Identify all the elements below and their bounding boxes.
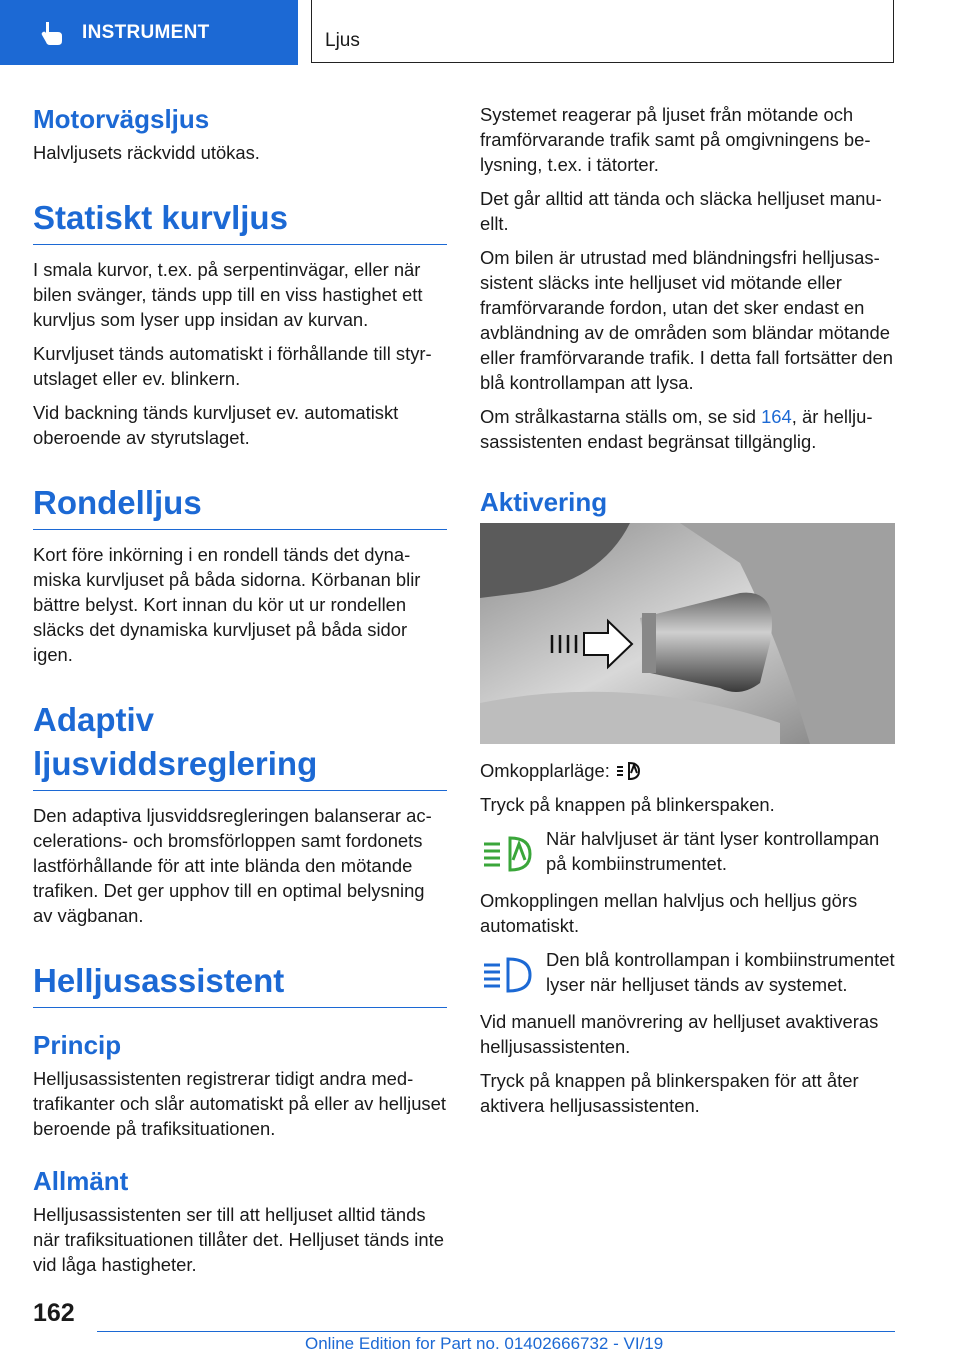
- right-column: [480, 102, 895, 1127]
- paragraph: Kurvljuset tänds automatiskt i förhållande till styrutslaget eller ev. blinkern.: [33, 343, 432, 389]
- paragraph: Tryck på knappen på blinkerspaken.: [480, 794, 775, 815]
- paragraph: Den adaptiva ljusviddsregleringen balanserar accelerations- och bromsförloppen samt fordonets lastförhållande för att inte blända den mötande trafiken. Det ger upphov till en optimal belysning av vägbanan.: [33, 805, 432, 926]
- heading-rondelljus: Rondelljus: [33, 481, 447, 530]
- paragraph: Vid manuell manövrering av helljuset avaktiveras helljusassistenten.: [480, 1011, 879, 1057]
- paragraph: Omkopplarläge:: [480, 758, 895, 783]
- note-green: [480, 826, 895, 876]
- paragraph: Om bilen är utrustad med bländningsfri helljusassistent släcks inte helljuset vid mötande eller framförvarande fordon, utan det sker endast en avbländning av de områden som bländar mötande eller framförvarande trafik. I detta fall fortsätter den blå kontrollampan att lysa.: [480, 247, 893, 393]
- paragraph: Systemet reagerar på ljuset från mötande och framförvarande trafik samt på omgivningens belysning, t.ex. i tätorter.: [480, 104, 871, 175]
- section-tab: [0, 0, 298, 65]
- heading-princip: Princip: [33, 1030, 122, 1060]
- heading-aktivering: Aktivering: [480, 487, 608, 517]
- footer-divider: [97, 1331, 895, 1332]
- paragraph: I smala kurvor, t.ex. på serpentinvägar, eller när bilen svänger, tänds upp till en viss hastighet ett kurvljus som lyser upp insidan av kurvan.: [33, 259, 423, 330]
- paragraph: Om strålkastarna ställs om, se sid 164, är helljusassistenten endast begränsat tillgänglig.: [480, 406, 873, 452]
- paragraph: Helljusassistenten registrerar tidigt andra medtrafikanter och slår automatiskt på eller av helljuset beroende på trafiksituationen.: [33, 1068, 446, 1139]
- heading-motorvagsljus: Motorvägsljus: [33, 104, 210, 134]
- heading-allmant: Allmänt: [33, 1166, 129, 1196]
- page-link[interactable]: 164: [761, 406, 792, 427]
- footer-edition: Online Edition for Part no. 01402666732 - VI/19: [305, 1334, 664, 1353]
- topic-box: [311, 0, 894, 63]
- paragraph: Kort före inkörning i en rondell tänds det dynamiska kurvljuset på båda sidorna. Körbanan blir bättre belyst. Kort innan du kör ut ur rondellen släcks det dynamiska kurvljuset på båda sidor igen.: [33, 544, 421, 665]
- paragraph: Omkopplingen mellan halvljus och helljus görs automatiskt.: [480, 890, 858, 936]
- auto-highbeam-icon: [615, 759, 641, 781]
- paragraph: Helljusassistenten ser till att helljuset alltid tänds när trafiksituationen tillåter det. Helljuset tänds inte vid låga hastigheter.: [33, 1204, 444, 1275]
- note-text: När halvljuset är tänt lyser kontrollampan på kombiinstrumentet.: [546, 828, 880, 874]
- heading-statiskt-kurvljus: Statiskt kurvljus: [33, 196, 447, 245]
- pointing-hand-icon: [38, 19, 66, 47]
- left-column: [33, 102, 447, 1286]
- page-number: 162: [33, 1299, 75, 1327]
- paragraph: Halvljusets räckvidd utökas.: [33, 142, 260, 163]
- section-title: INSTRUMENT: [82, 21, 210, 43]
- stalk-button-photo: [480, 523, 895, 744]
- paragraph: Vid backning tänds kurvljuset ev. automatiskt oberoende av styrutslaget.: [33, 402, 399, 448]
- paragraph: Tryck på knappen på blinkerspaken för att åter aktivera helljusassistenten.: [480, 1070, 859, 1116]
- note-blue: [480, 947, 895, 997]
- note-text: Den blå kontrollampan i kombiinstrumentet lyser när helljuset tänds av systemet.: [546, 949, 895, 995]
- high-beam-assist-green-icon: [480, 832, 536, 876]
- high-beam-blue-icon: [480, 953, 536, 997]
- paragraph: Det går alltid att tända och släcka helljuset manuellt.: [480, 188, 882, 234]
- heading-adaptiv: Adaptiv ljusviddsreglering: [33, 698, 447, 791]
- heading-helljusassistent: Helljusassistent: [33, 959, 447, 1008]
- topic-title: Ljus: [325, 30, 360, 51]
